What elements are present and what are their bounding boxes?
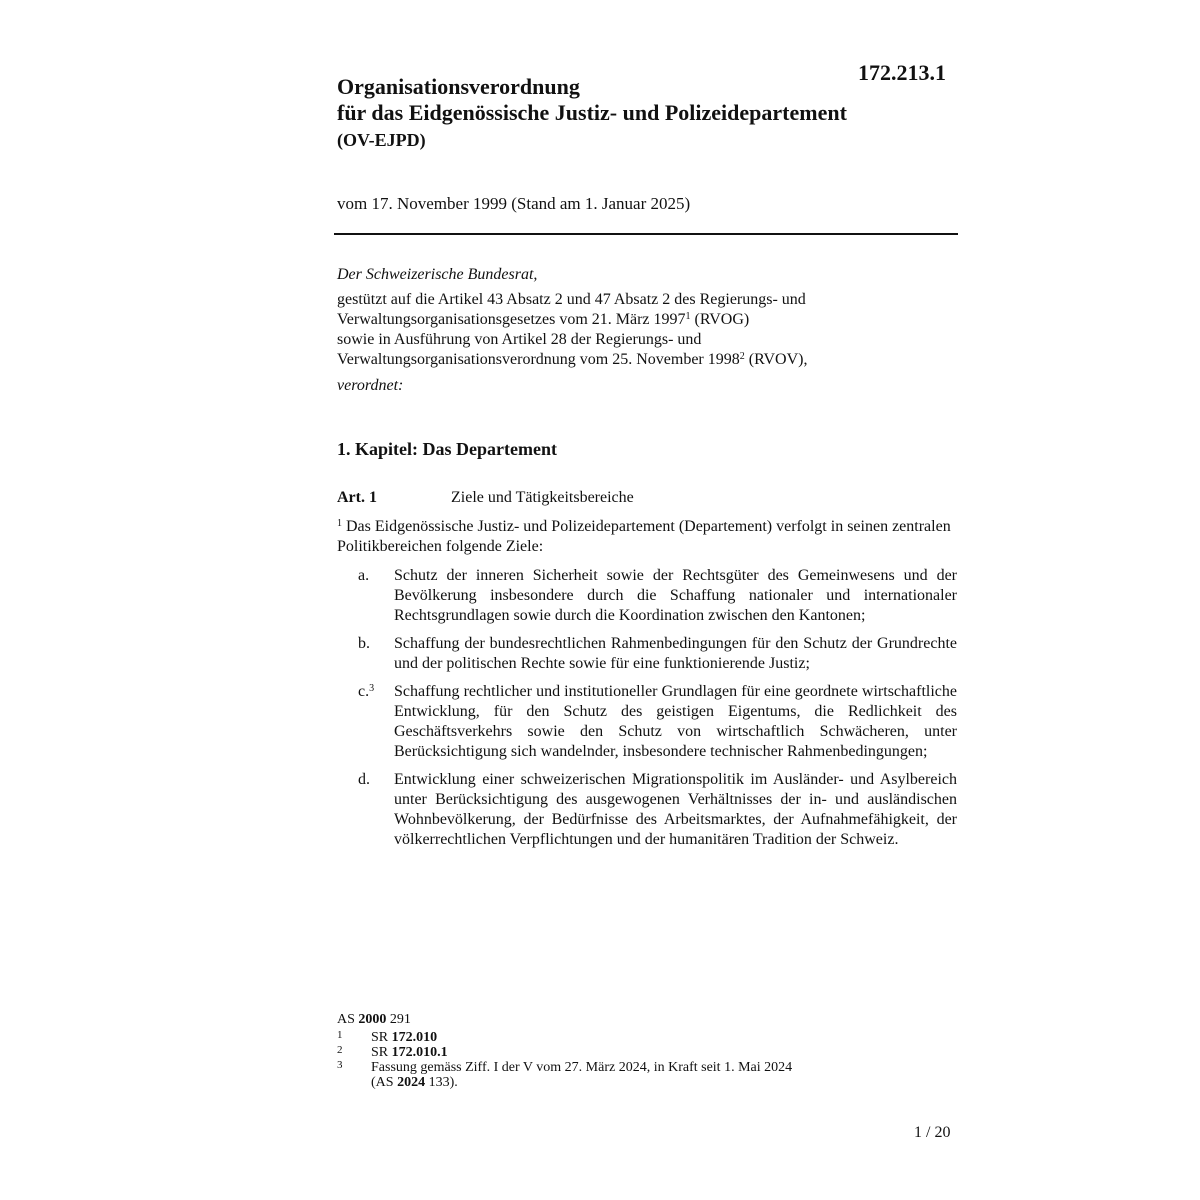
preamble-line-4 <box>337 350 957 370</box>
preamble-line-2-tail: (RVOG) <box>690 311 750 328</box>
footnote-3-year: 2024 <box>397 1075 426 1090</box>
document-abbreviation: (OV-EJPD) <box>337 130 426 150</box>
objectives-list <box>337 566 957 858</box>
footnote-3 <box>337 1060 957 1090</box>
footnote-3-open: (AS <box>371 1075 398 1090</box>
list-label-c-letter: c. <box>358 683 370 700</box>
footnote-text-3 <box>371 1060 957 1090</box>
footnote-3-line-2 <box>371 1075 957 1090</box>
title-line-1: Organisationsverordnung <box>337 74 580 99</box>
preamble <box>337 265 957 396</box>
paragraph-marker: 1 <box>337 518 342 529</box>
list-item-c <box>337 682 957 762</box>
article-paragraph-1 <box>337 517 957 557</box>
list-text-a: Schutz der inneren Sicherheit sowie der Rechtsgüter des Gemeinwesens und der Bevölkerung insbesondere durch die Schaffung nationaler und internationaler Rechtsgrundlagen sowie durch die Koordination zwischen den Kantonen; <box>394 567 957 624</box>
list-item-b <box>337 634 957 674</box>
as-prefix: AS <box>337 1012 359 1027</box>
footnote-ref-2[interactable]: 2 <box>739 351 745 362</box>
preamble-line-4-text: Verwaltungsorganisationsverordnung vom 25. November 1998 <box>337 351 740 368</box>
preamble-enacts: verordnet: <box>337 377 404 394</box>
footnote-2-prefix: SR <box>371 1045 392 1060</box>
article-number: Art. 1 <box>337 489 377 506</box>
document-title <box>337 74 957 126</box>
footnote-2 <box>337 1045 957 1060</box>
footnote-ref-1[interactable]: 1 <box>685 311 691 322</box>
preamble-line-4-tail: (RVOV), <box>744 351 808 368</box>
list-text-c: Schaffung rechtlicher und institutioneller Grundlagen für eine geordnete wirtschaftliche Entwicklung, für den Schutz des geistigen Eigentums, die Redlichkeit des Geschäftsverkehrs sowie den Schutz von wirtschaftlich Schwächeren, unter Berücksichtigung sich wandelnder, insbesondere technischer Rahmenbedingungen; <box>394 683 957 760</box>
footnotes <box>337 1012 957 1090</box>
preamble-line-1: gestützt auf die Artikel 43 Absatz 2 und 47 Absatz 2 des Regierungs- und <box>337 291 806 308</box>
footnote-number-2: 2 <box>337 1044 343 1056</box>
list-label-c <box>358 682 374 702</box>
title-line-2: für das Eidgenössische Justiz- und Polizeidepartement <box>337 100 847 125</box>
preamble-line-3: sowie in Ausführung von Artikel 28 der Regierungs- und <box>337 331 702 348</box>
list-label-d: d. <box>358 771 370 788</box>
list-label-a: a. <box>358 567 370 584</box>
list-item-d <box>337 770 957 850</box>
footnote-number-1: 1 <box>337 1029 343 1041</box>
footnote-ref-3[interactable]: 3 <box>369 683 375 694</box>
preamble-line-2 <box>337 310 957 330</box>
as-reference <box>337 1012 957 1027</box>
footnote-text-1 <box>371 1030 957 1045</box>
footnote-3-line-1: Fassung gemäss Ziff. I der V vom 27. März 2024, in Kraft seit 1. Mai 2024 <box>371 1060 793 1075</box>
list-item-a <box>337 566 957 626</box>
page-number: 1 / 20 <box>914 1124 951 1141</box>
footnote-1-prefix: SR <box>371 1030 392 1045</box>
footnote-1 <box>337 1030 957 1045</box>
as-page: 291 <box>386 1012 411 1027</box>
sr-number: 172.213.1 <box>858 60 946 85</box>
footnote-text-2 <box>371 1045 957 1060</box>
preamble-authority: Der Schweizerische Bundesrat, <box>337 266 538 283</box>
article-title: Ziele und Tätigkeitsbereiche <box>451 489 634 506</box>
footnote-2-sr: 172.010.1 <box>391 1045 448 1060</box>
paragraph-text: Das Eidgenössische Justiz- und Polizeidepartement (Departement) verfolgt in seinen zentralen Politikbereichen folgende Ziele: <box>337 518 951 555</box>
footnote-3-close: 133). <box>425 1075 458 1090</box>
as-year: 2000 <box>358 1012 387 1027</box>
list-text-d: Entwicklung einer schweizerischen Migrationspolitik im Ausländer- und Asylbereich unter Berücksichtigung des ausgewogenen Verhältnisses der in- und ausländischen Wohnbevölkerung, der Bedürfnisse des Arbeitsmarktes, der Aufnahmefähigkeit, der völkerrechtlichen Verpflichtungen und der humanitären Tradition der Schweiz. <box>394 771 957 848</box>
footnote-number-3: 3 <box>337 1059 343 1071</box>
preamble-line-2-text: Verwaltungsorganisationsgesetzes vom 21. März 1997 <box>337 311 686 328</box>
header-divider <box>334 233 958 235</box>
chapter-title: 1. Kapitel: Das Departement <box>337 439 557 459</box>
footnote-1-sr: 172.010 <box>391 1030 438 1045</box>
list-text-b: Schaffung der bundesrechtlichen Rahmenbedingungen für den Schutz der Grundrechte und der politischen Rechte sowie für eine funktionierende Justiz; <box>394 635 957 672</box>
date-line: vom 17. November 1999 (Stand am 1. Januar 2025) <box>337 194 691 213</box>
list-label-b: b. <box>358 635 370 652</box>
